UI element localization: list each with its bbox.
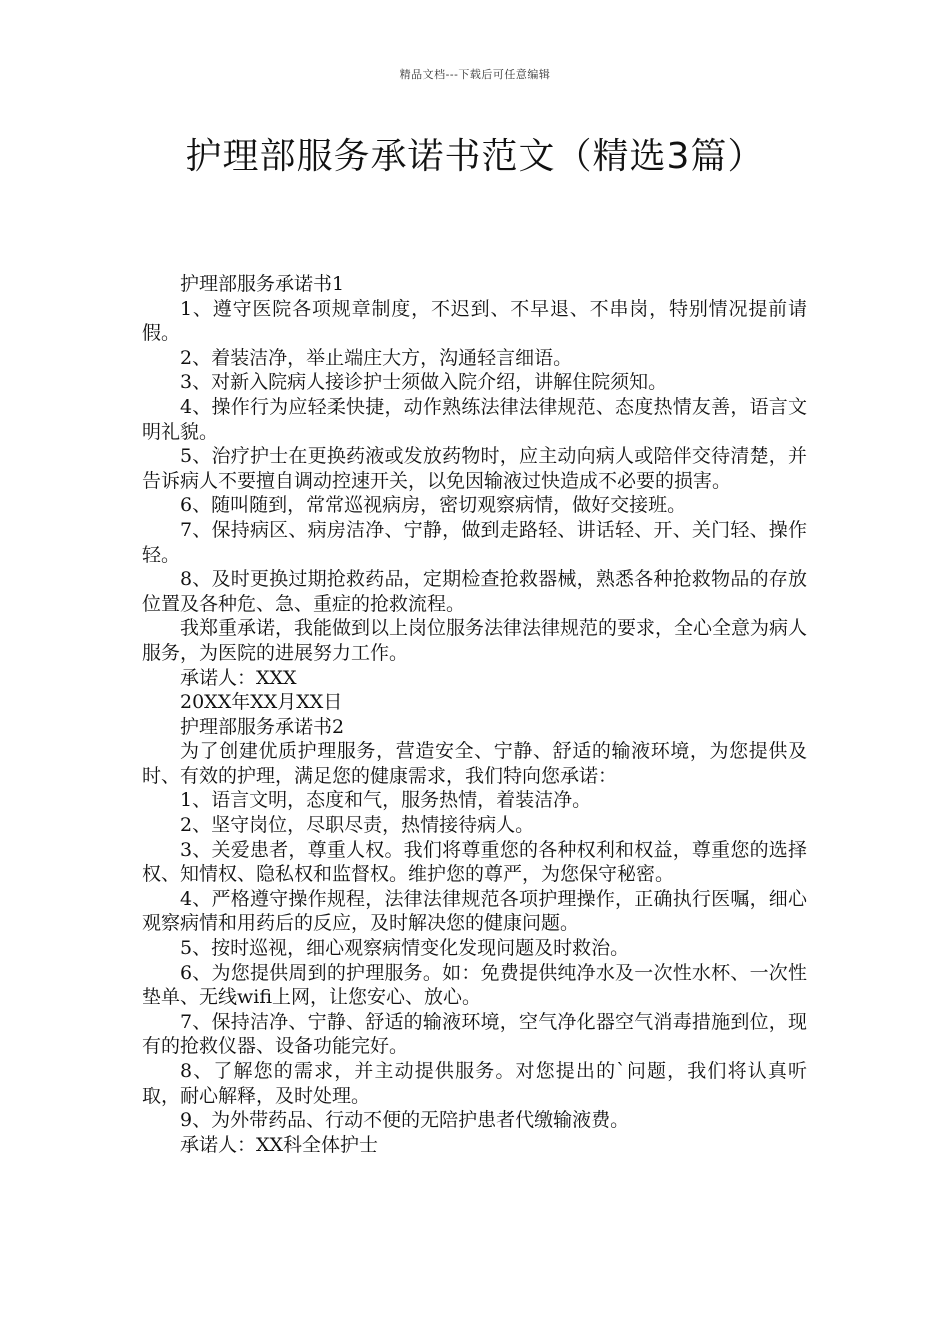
paragraph: 6、为您提供周到的护理服务。如：免费提供纯净水及一次性水杯、一次性垫单、无线wifi上网，让您安心、放心。 bbox=[142, 961, 807, 1009]
paragraph: 为了创建优质护理服务，营造安全、宁静、舒适的输液环境，为您提供及时、有效的护理，满足您的健康需求，我们特向您承诺： bbox=[142, 740, 807, 787]
paragraph: 4、严格遵守操作规程，法律法律规范各项护理操作，正确执行医嘱，细心观察病情和用药后的反应，及时解决您的健康问题。 bbox=[142, 887, 807, 935]
signatory: 承诺人：XX科全体护士 bbox=[180, 1133, 379, 1156]
header-note: 精品文档---下载后可任意编辑 bbox=[399, 68, 551, 81]
paragraph: 5、治疗护士在更换药液或发放药物时，应主动向病人或陪伴交待清楚，并告诉病人不要擅自调动控速开关，以免因输液过快造成不必要的损害。 bbox=[142, 445, 807, 492]
signatory: 承诺人：XXX bbox=[180, 666, 297, 689]
date-line: 20XX年XX月XX日 bbox=[180, 691, 343, 714]
paragraph: 2、着装洁净，举止端庄大方，沟通轻言细语。 bbox=[180, 346, 573, 369]
paragraph: 9、为外带药品、行动不便的无陪护患者代缴输液费。 bbox=[180, 1109, 630, 1132]
paragraph: 1、语言文明，态度和气，服务热情，着装洁净。 bbox=[180, 789, 592, 812]
paragraph: 3、对新入院病人接诊护士须做入院介绍，讲解住院须知。 bbox=[180, 371, 668, 394]
page-title: 护理部服务承诺书范文（精选3篇） bbox=[185, 136, 765, 177]
section-heading-2: 护理部服务承诺书2 bbox=[180, 715, 345, 738]
paragraph: 8、及时更换过期抢救药品，定期检查抢救器械，熟悉各种抢救物品的存放位置及各种危、急、重症的抢救流程。 bbox=[142, 568, 807, 615]
paragraph: 8、了解您的需求，并主动提供服务。对您提出的`问题，我们将认真听取，耐心解释，及时处理。 bbox=[142, 1060, 807, 1107]
paragraph: 4、操作行为应轻柔快捷，动作熟练法律法律规范、态度热情友善，语言文明礼貌。 bbox=[142, 395, 807, 443]
paragraph: 2、坚守岗位，尽职尽责，热情接待病人。 bbox=[180, 814, 535, 837]
paragraph: 6、随叫随到，常常巡视病房，密切观察病情，做好交接班。 bbox=[180, 494, 687, 517]
paragraph: 1、遵守医院各项规章制度，不迟到、不早退、不串岗，特别情况提前请假。 bbox=[142, 297, 807, 345]
paragraph: 5、按时巡视，细心观察病情变化发现问题及时救治。 bbox=[180, 937, 630, 960]
paragraph: 7、保持病区、病房洁净、宁静，做到走路轻、讲话轻、开、关门轻、操作轻。 bbox=[142, 518, 807, 566]
paragraph: 7、保持洁净、宁静、舒适的输液环境，空气净化器空气消毒措施到位，现有的抢救仪器、设备功能完好。 bbox=[142, 1010, 807, 1058]
document-body bbox=[142, 272, 807, 1157]
paragraph: 我郑重承诺，我能做到以上岗位服务法律法律规范的要求，全心全意为病人服务，为医院的进展努力工作。 bbox=[142, 617, 808, 664]
paragraph: 3、关爱患者，尊重人权。我们将尊重您的各种权利和权益，尊重您的选择权、知情权、隐私权和监督权。维护您的尊严，为您保守秘密。 bbox=[142, 838, 807, 886]
section-heading-1: 护理部服务承诺书1 bbox=[180, 273, 345, 295]
